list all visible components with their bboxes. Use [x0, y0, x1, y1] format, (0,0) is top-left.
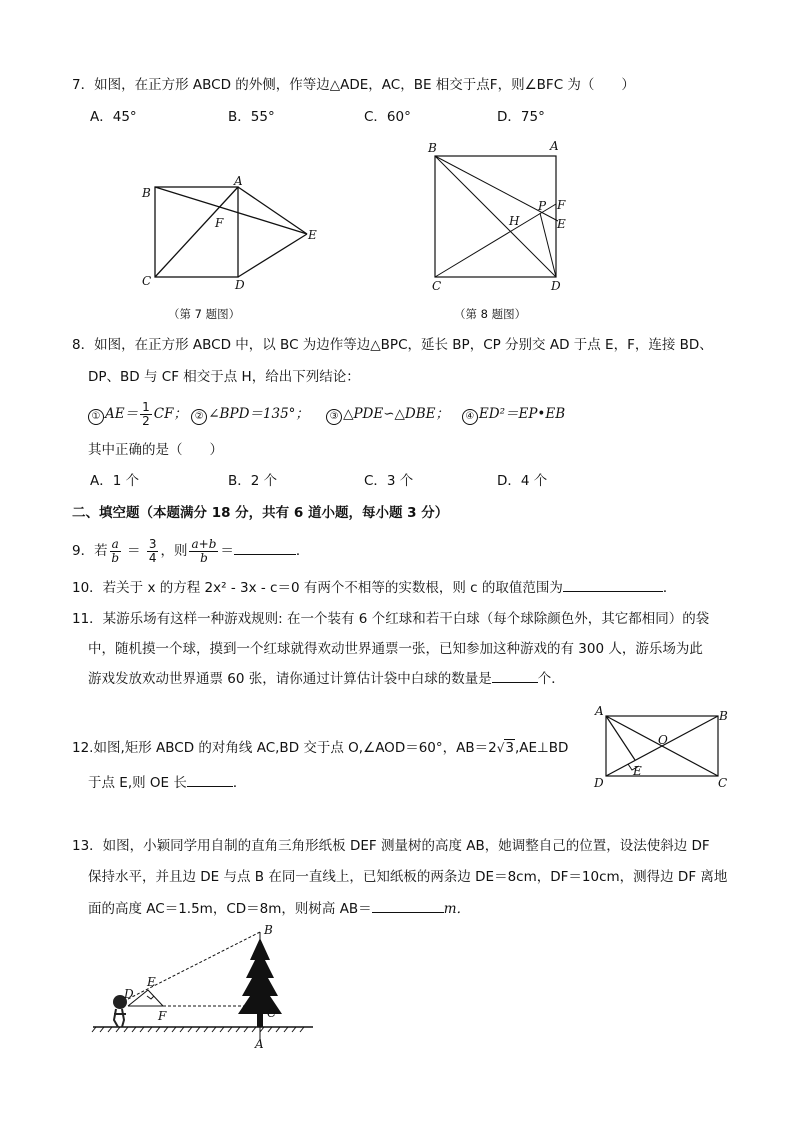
q11-line1: 11．某游乐场有这样一种游戏规则: 在一个装有 6 个红球和若干白球（每个球除颜色外，其它都相同）的袋	[72, 611, 710, 627]
q12-line2-text: 于点 E,则 OE 长	[88, 775, 187, 791]
q12-label-o: O	[658, 733, 668, 747]
q8-c2: ∠BPD＝135°；	[208, 406, 309, 422]
q7-label-d: D	[235, 278, 245, 290]
q12-answer-blank[interactable]	[187, 774, 233, 787]
q7-label-f: F	[215, 216, 224, 230]
q13-figure	[88, 920, 318, 1050]
section-2-heading: 二、填空题（本题满分 18 分，共有 6 道小题，每小题 3 分）	[72, 505, 449, 521]
q8-c4: ED²＝EP•EB	[478, 406, 566, 422]
q13-answer-blank[interactable]	[372, 900, 444, 913]
q13-unit: m．	[443, 901, 470, 917]
q13-label-c: C	[267, 1006, 277, 1020]
q8-stem-line1: 8．如图，在正方形 ABCD 中，以 BC 为边作等边△BPC，延长 BP，CP 分别交 AD 于点 E，F，连接 BD、	[72, 337, 713, 353]
q12-label-c: C	[718, 776, 728, 790]
q11-line3	[88, 670, 565, 688]
q13-line1: 13．如图，小颖同学用自制的直角三角形纸板 DEF 测量树的高度 AB，她调整自己的位置，设法使斜边 DF	[72, 838, 710, 854]
q9-answer-blank[interactable]	[234, 542, 296, 555]
frac-num: 1	[142, 399, 150, 414]
frac-den: 4	[148, 550, 157, 565]
q8-figure	[420, 138, 580, 293]
q13-label-d: D	[124, 987, 134, 1001]
circle-3: ③	[326, 409, 342, 425]
q12-line2	[88, 774, 246, 792]
q7-figure-caption: （第 7 题图）	[168, 307, 241, 321]
q13-line3	[88, 900, 470, 918]
q13-line2: 保持水平，并且边 DE 与点 B 在同一直线上，已知纸板的两条边 DE＝8cm，DF＝10cm，测得边 DF 离地	[88, 869, 728, 885]
q8-stem-line2: DP、BD 与 CF 相交于点 H，给出下列结论：	[88, 369, 360, 385]
q12-line1-post: ,AE⊥BD	[514, 740, 569, 756]
q8-label-c: C	[432, 279, 442, 293]
q7-label-a: A	[234, 175, 243, 188]
q11-line3-text: 游戏发放欢动世界通票 60 张，请你通过计算估计袋中白球的数量是	[88, 671, 492, 687]
q8-label-h: H	[509, 214, 520, 228]
q12-label-a: A	[595, 704, 604, 718]
q8-c1-pre: AE＝	[105, 406, 139, 422]
q9-eq: ＝	[127, 543, 141, 559]
q9-frac-2	[147, 538, 159, 565]
q11-answer-blank[interactable]	[492, 670, 538, 683]
circle-2: ②	[191, 409, 207, 425]
q12-end: ．	[232, 775, 247, 791]
q8-option-a: A．1 个	[90, 473, 140, 489]
q8-option-b: B．2 个	[228, 473, 278, 489]
q8-label-f: F	[557, 198, 566, 212]
q9-frac-1	[110, 538, 121, 565]
q10-text: 10．若关于 x 的方程 2x² - 3x - c＝0 有两个不相等的实数根，则 c 的取值范围为	[72, 580, 563, 596]
q7-label-b: B	[142, 186, 151, 200]
q10-answer-blank[interactable]	[563, 579, 663, 592]
frac-den: b	[111, 550, 120, 565]
q7-option-c: C．60°	[364, 109, 411, 125]
frac-num: 3	[148, 536, 157, 551]
q8-correct-prompt: 其中正确的是（ ）	[88, 442, 223, 458]
q7-option-d: D．75°	[497, 109, 545, 125]
q9-pre: 9．若	[72, 543, 108, 559]
q12-line1	[72, 739, 568, 757]
q7-figure	[135, 175, 335, 290]
q13-label-b: B	[264, 923, 273, 937]
q7-option-b: B．55°	[228, 109, 275, 125]
frac-den: 2	[142, 413, 150, 428]
frac-num: a+b	[191, 536, 217, 551]
q13-line3-text: 面的高度 AC＝1.5m，CD＝8m，则树高 AB＝	[88, 901, 372, 917]
q8-conclusions	[88, 400, 565, 428]
q8-label-d: D	[551, 279, 561, 293]
q9-frac-3	[189, 538, 218, 565]
sqrt-icon: √	[496, 741, 505, 755]
q13-label-a: A	[255, 1037, 264, 1050]
q12-sqrt-value: 3	[505, 740, 514, 756]
circle-1: ①	[88, 409, 104, 425]
q8-label-p: P	[538, 199, 547, 213]
q9-mid: ，则	[160, 543, 188, 559]
q12-label-b: B	[719, 709, 728, 723]
q9-post: ＝	[220, 543, 234, 559]
q7-option-a: A．45°	[90, 109, 137, 125]
q12-line1-pre: 12.如图,矩形 ABCD 的对角线 AC,BD 交于点 O,∠AOD＝60°，AB＝2	[72, 740, 497, 756]
q9-end: ．	[295, 543, 310, 559]
q7-stem: 7．如图，在正方形 ABCD 的外侧，作等边△ADE，AC，BE 相交于点F，则∠BFC 为（ ）	[72, 77, 635, 93]
q7-label-c: C	[142, 274, 152, 288]
frac-den: b	[200, 550, 208, 565]
q8-option-d: D．4 个	[497, 473, 548, 489]
q12-figure	[590, 703, 740, 793]
circle-4: ④	[462, 409, 478, 425]
q13-label-f: F	[158, 1009, 167, 1023]
q8-option-c: C．3 个	[364, 473, 414, 489]
q11-line2: 中，随机摸一个球，摸到一个红球就得欢动世界通票一张，已知参加这种游戏的有 300 人，游乐场为此	[88, 641, 703, 657]
q11-end: 个．	[537, 671, 565, 687]
q8-label-e: E	[557, 217, 566, 231]
q8-label-b: B	[428, 141, 437, 155]
q8-figure-caption: （第 8 题图）	[454, 307, 527, 321]
q10	[72, 579, 676, 597]
q8-c1-frac	[140, 401, 152, 428]
frac-num: a	[111, 536, 119, 551]
q9	[72, 534, 309, 568]
q12-label-d: D	[594, 776, 604, 790]
q12-label-e: E	[633, 764, 642, 778]
q8-label-a: A	[550, 139, 559, 153]
q8-c3: △PDE∽△DBE；	[343, 406, 450, 422]
q7-label-e: E	[308, 228, 317, 242]
q10-end: ．	[662, 580, 677, 596]
q13-label-e: E	[147, 975, 156, 989]
q8-c1-post: CF；	[153, 406, 187, 422]
